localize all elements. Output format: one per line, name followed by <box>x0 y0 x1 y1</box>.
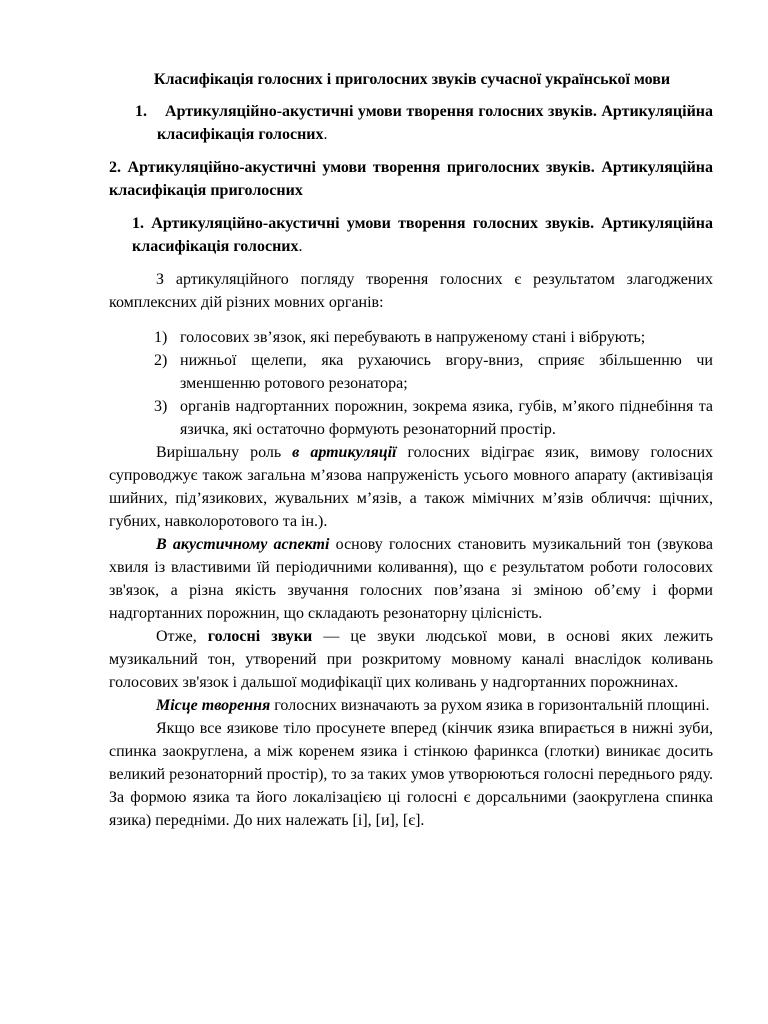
definition-paragraph-rest: — це звуки людської мови, в основі яких лежить музикальний тон, утворений при розкритому мовному каналі внаслідок коливань голосових зв'язок і дальшої модифікації цих коливань у надгортанних порожнинах. <box>109 628 713 691</box>
articulation-paragraph-start: Вирішальну роль <box>156 444 293 461</box>
toc-item-2: 2. Артикуляційно-акустичні умови творення приголосних звуків. Артикуляційна класифікація приголосних <box>109 159 713 199</box>
list-item-number: 2) <box>154 352 168 369</box>
acoustic-paragraph-rest: основу голосних становить музикальний тон (звукова хвиля із властивими їй періодичними коливання), що є результатом роботи голосових зв'язок, а різна якість звучання голосних пов’язана зі зміною об’єму і форми надгортанних порожнин, що складають резонаторну цілісність. <box>109 536 714 622</box>
section-heading <box>109 212 713 258</box>
list-item-text: нижньої щелепи, яка рухаючись вгору-вниз, сприяє збільшенню чи зменшенню ротового резонатора; <box>180 352 713 392</box>
list-item-number: 1) <box>154 329 168 346</box>
definition-paragraph <box>109 625 713 694</box>
organs-list <box>109 326 713 441</box>
toc-item-1-number: 1. <box>135 103 147 120</box>
list-item <box>109 349 713 395</box>
intro-paragraph: З артикуляційного погляду творення голосних є результатом злагоджених комплексних дій різних мовних органів: <box>109 271 713 311</box>
list-item-number: 3) <box>154 398 168 415</box>
front-vowels-paragraph: Якщо все язикове тіло просунете вперед (кінчик язика впирається в нижні зуби, спинка заокруглена, а між коренем язика і стінкою фаринкса (глотки) виникає досить великий резонаторний простір), то за таких умов утворюються голосні переднього ряду. За формою язика та його локалізацією ці голосні є дорсальними (заокруглена спинка язика) передніми. До них належать [і], [и], [є]. <box>109 720 713 829</box>
place-emphasis: Місце творення <box>156 697 271 714</box>
section-heading-period: . <box>298 238 303 255</box>
place-paragraph <box>109 694 713 717</box>
spacer <box>109 314 713 326</box>
definition-paragraph-start: Отже, <box>156 628 208 645</box>
toc-item-1-text: Артикуляційно-акустичні умови творення голосних звуків. Артикуляційна класифікація голосних <box>157 103 714 143</box>
list-item-text: голосових зв’язок, які перебувають в напруженому стані і вібрують; <box>180 329 646 346</box>
articulation-emphasis: в артикуляції <box>292 444 397 461</box>
toc-item-1 <box>109 100 713 146</box>
list-item <box>109 326 713 349</box>
list-item-text: органів надгортанних порожнин, зокрема язика, губів, м’якого піднебіння та язичка, які остаточно формують резонаторний простір. <box>180 398 713 438</box>
articulation-paragraph-rest: голосних відіграє язик, вимову голосних супроводжує також загальна м’язова напруженість усього мовного апарату (активізація шийних, під’язикових, жувальних м’язів, а також мімічних м’язів обличчя: щічних, губних, навколоротового та ін.). <box>109 444 714 530</box>
articulation-paragraph <box>109 441 713 533</box>
definition-term: голосні звуки <box>207 628 313 645</box>
list-item <box>109 395 713 441</box>
section-heading-text: 1. Артикуляційно-акустичні умови творення голосних звуків. Артикуляційна класифікація голосних <box>132 215 713 255</box>
place-paragraph-rest: голосних визначають за рухом язика в горизонтальній площині. <box>270 697 710 714</box>
acoustic-emphasis: В акустичному аспекті <box>156 536 330 553</box>
document-title: Класифікація голосних і приголосних звуків сучасної української мови <box>153 71 671 88</box>
acoustic-paragraph <box>109 533 713 625</box>
toc-item-1-period: . <box>323 126 328 143</box>
